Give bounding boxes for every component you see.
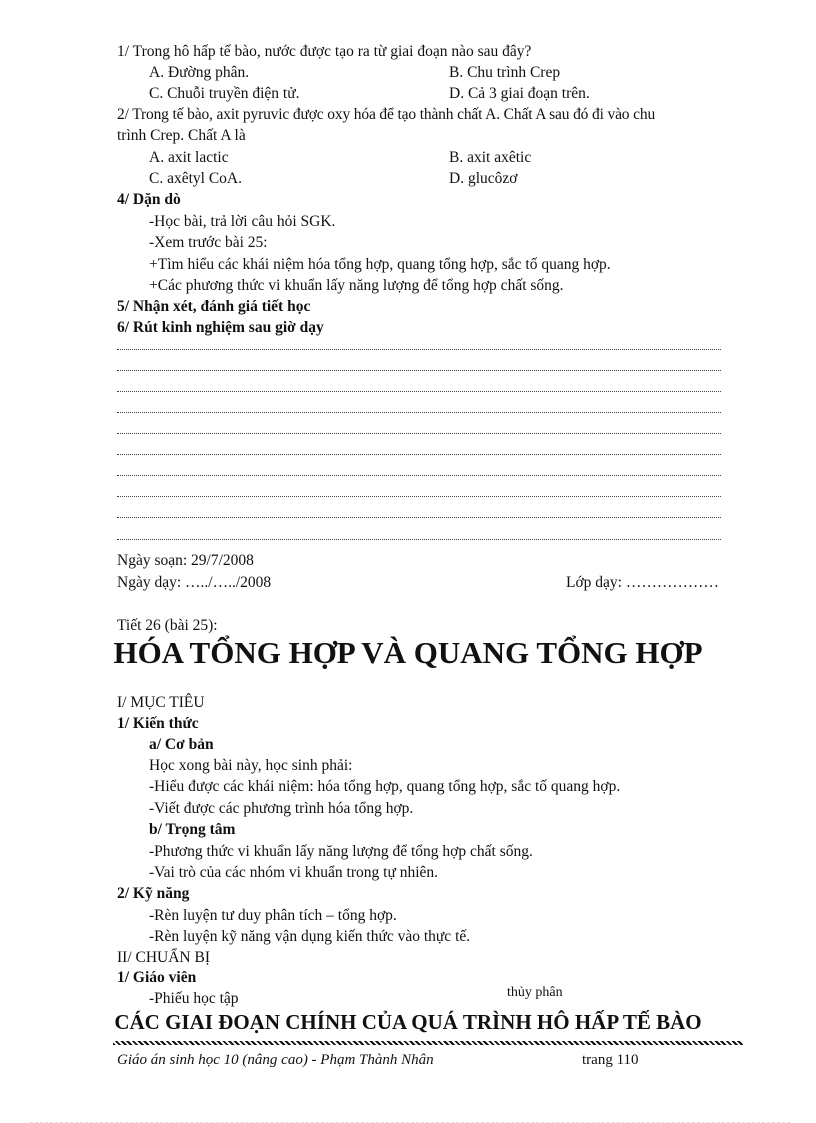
- q1-option-d: D. Cả 3 giai đoạn trên.: [449, 85, 590, 102]
- skills-item: -Rèn luyện tư duy phân tích – tổng hợp.: [149, 907, 397, 924]
- lesson-label: Tiết 26 (bài 25):: [117, 617, 218, 634]
- q2-option-b: B. axit axêtic: [449, 149, 532, 166]
- teach-date: Ngày dạy: …../…../2008: [117, 574, 272, 591]
- focus-item: -Vai trò của các nhóm vi khuẩn trong tự nhiên.: [149, 864, 439, 881]
- q2-option-a: A. axit lactic: [149, 149, 229, 166]
- basic-item: -Hiểu được các khái niệm: hóa tổng hợp, quang tổng hợp, sắc tố quang hợp.: [149, 778, 621, 795]
- prep-date: Ngày soạn: 29/7/2008: [117, 552, 254, 569]
- review-heading: 5/ Nhận xét, đánh giá tiết học: [117, 298, 311, 315]
- footer-left: Giáo án sinh học 10 (nâng cao) - Phạm Thành Nhân: [117, 1052, 434, 1068]
- q1-question: 1/ Trong hô hấp tế bào, nước được tạo ra từ giai đoạn nào sau đây?: [117, 43, 532, 60]
- homework-item: -Xem trước bài 25:: [149, 234, 268, 251]
- teacher-heading: 1/ Giáo viên: [117, 969, 197, 986]
- basic-heading: a/ Cơ bản: [149, 736, 214, 753]
- homework-item: +Các phương thức vi khuẩn lấy năng lượng để tổng hợp chất sống.: [149, 277, 564, 294]
- knowledge-heading: 1/ Kiến thức: [117, 715, 199, 732]
- dotted-line: [117, 347, 721, 350]
- focus-heading: b/ Trọng tâm: [149, 821, 236, 838]
- objectives-heading: I/ MỤC TIÊU: [117, 694, 205, 711]
- basic-intro: Học xong bài này, học sinh phải:: [149, 757, 353, 774]
- experience-heading: 6/ Rút kinh nghiệm sau giờ dạy: [117, 319, 324, 336]
- teacher-item: -Phiếu học tập: [149, 990, 239, 1007]
- homework-item: -Học bài, trả lời câu hỏi SGK.: [149, 213, 336, 230]
- homework-heading: 4/ Dặn dò: [117, 191, 181, 208]
- dotted-line: [117, 431, 721, 434]
- dotted-line: [117, 494, 721, 497]
- skills-heading: 2/ Kỹ năng: [117, 885, 190, 902]
- skills-item: -Rèn luyện kỹ năng vận dụng kiến thức vào thực tế.: [149, 928, 471, 945]
- q1-option-c: C. Chuỗi truyền điện tử.: [149, 85, 300, 102]
- q2-question-line2: trình Crep. Chất A là: [117, 127, 246, 144]
- overflow-label: thủy phân: [507, 985, 563, 1000]
- dotted-line: [117, 410, 721, 413]
- q2-question-line1: 2/ Trong tế bào, axit pyruvic được oxy hóa để tạo thành chất A. Chất A sau đó đi vào chu: [117, 106, 656, 123]
- dotted-line: [117, 389, 721, 392]
- dotted-line: [117, 537, 721, 540]
- dotted-line: [117, 515, 721, 518]
- q1-option-b: B. Chu trình Crep: [449, 64, 561, 81]
- overflow-title: CÁC GIAI ĐOẠN CHÍNH CỦA QUÁ TRÌNH HÔ HẤP TẾ BÀO: [114, 1010, 702, 1034]
- q2-option-d: D. glucôzơ: [449, 170, 518, 187]
- q1-option-a: A. Đường phân.: [149, 64, 250, 81]
- dotted-line: [117, 452, 721, 455]
- lesson-title: HÓA TỔNG HỢP VÀ QUANG TỔNG HỢP: [113, 635, 703, 670]
- q2-option-c: C. axêtyl CoA.: [149, 170, 242, 187]
- dotted-line: [117, 368, 721, 371]
- dotted-line: [117, 473, 721, 476]
- preparation-heading: II/ CHUẨN BỊ: [117, 949, 210, 966]
- basic-item: -Viết được các phương trình hóa tổng hợp.: [149, 800, 414, 817]
- page-number: trang 110: [582, 1052, 639, 1068]
- focus-item: -Phương thức vi khuẩn lấy năng lượng để tổng hợp chất sống.: [149, 843, 533, 860]
- footer-rule: [113, 1041, 743, 1045]
- class-label: Lớp dạy: ………………: [566, 574, 719, 591]
- homework-item: +Tìm hiểu các khái niệm hóa tổng hợp, quang tổng hợp, sắc tố quang hợp.: [149, 256, 611, 273]
